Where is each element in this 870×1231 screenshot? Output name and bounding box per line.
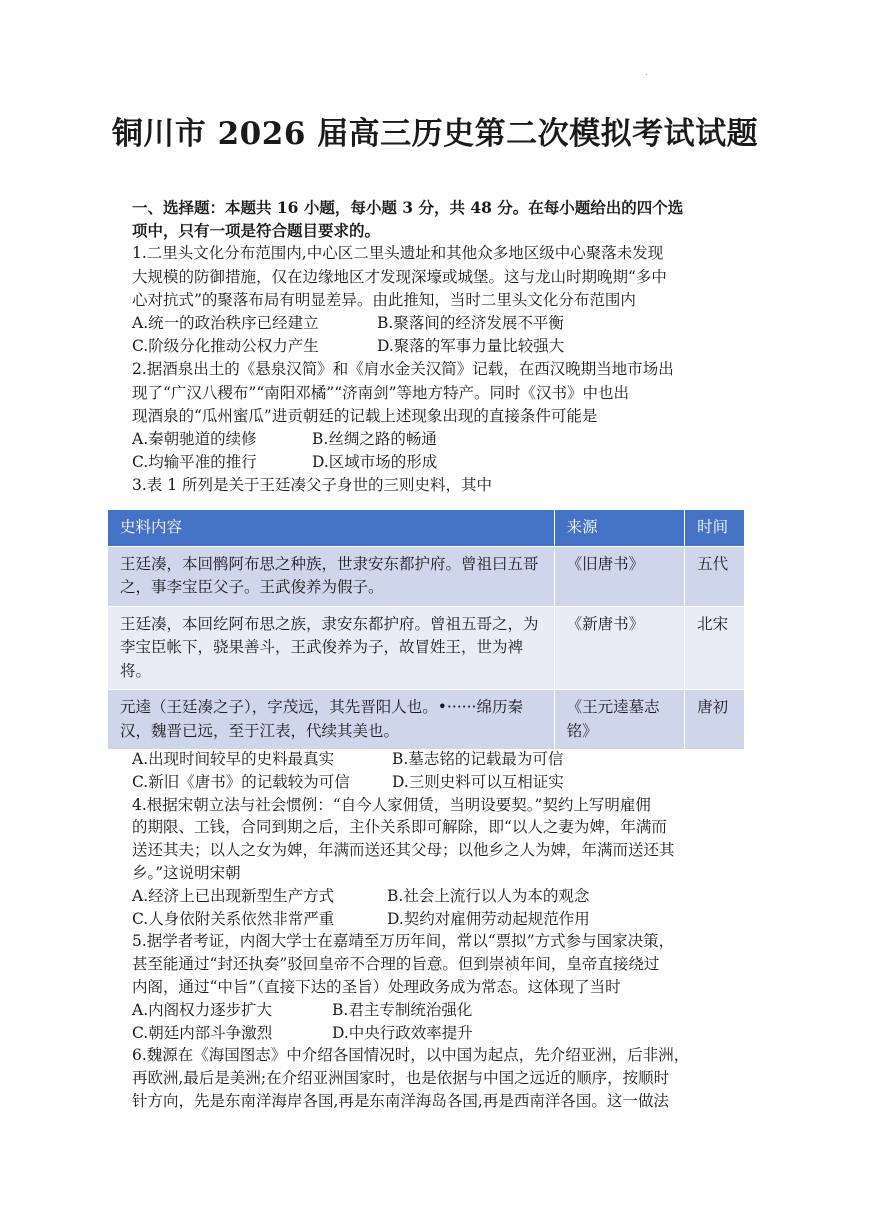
q1-option-d: D.聚落的军事力量比较强大 (377, 337, 565, 356)
q2-option-c: C.均输平准的推行 (132, 453, 257, 472)
table-header-row (108, 510, 745, 546)
q1-option-a: A.统一的政治秩序已经建立 (132, 314, 319, 333)
q5-stem-line3: 内阁，通过“中旨”（直接下达的圣旨）处理政务成为常态。这体现了当时 (132, 977, 621, 996)
q4-stem-line3: 送还其夫；以人之女为婢，年满而送还其父母；以他乡之人为婢，年满而送还其 (132, 841, 675, 860)
q1-option-b: B.聚落间的经济发展不平衡 (377, 314, 564, 333)
q5-option-a: A.内阁权力逐步扩大 (132, 1000, 273, 1019)
q1-stem-line2: 大规模的防御措施，仅在边缘地区才发现深壕或城堡。这与龙山时期晚期“多中 (132, 267, 667, 286)
table-cell-source: 《王元逵墓志铭》 (554, 690, 685, 750)
q2-option-a: A.秦朝驰道的续修 (132, 430, 257, 449)
q3-options-row1 (132, 748, 752, 771)
q3-option-d: D.三则史料可以互相证实 (392, 772, 564, 791)
q5-stem-line1: 5.据学者考证，内阁大学士在嘉靖至万历年间，常以“票拟”方式参与国家决策， (132, 932, 675, 951)
table-cell-time: 五代 (685, 546, 745, 606)
table-header-content: 史料内容 (108, 510, 554, 546)
q4-option-b: B.社会上流行以人为本的观念 (387, 886, 590, 905)
q1-options-row1 (132, 312, 752, 335)
q2-options-row2 (132, 451, 752, 474)
table-cell-content: 元逵（王廷凑之子），字茂远，其先晋阳人也。•······绵历秦汉，魏晋已远，至于江表，代续其美也。 (108, 690, 554, 750)
q5-stem-line2: 甚至能通过“封还执奏”驳回皇帝不合理的旨意。但到崇祯年间，皇帝直接绕过 (132, 955, 660, 974)
q4-stem-line2: 的期限、工钱，合同到期之后，主仆关系即可解除，即“以人之妻为婢，年满而 (132, 818, 667, 837)
q6-stem-line2: 再欧洲,最后是美洲;在介绍亚洲国家时，也是依据与中国之远近的顺序，按顺时 (132, 1069, 670, 1088)
table-header-time: 时间 (685, 510, 745, 546)
q3-stem: 3.表 1 所列是关于王廷凑父子身世的三则史料，其中 (132, 476, 493, 495)
table-header-source: 来源 (554, 510, 685, 546)
q2-options-row1 (132, 428, 752, 451)
q2-stem-line2: 现了“广汉八稷布”“南阳邓橘”“济南剑”等地方特产。同时《汉书》中也出 (132, 383, 630, 402)
q5-options-row2 (132, 1022, 752, 1045)
source-table (108, 510, 745, 749)
table-cell-content: 王廷凑，本回纥阿布思之族，隶安东都护府。曾祖五哥之，为李宝臣帐下，骁果善斗，王武俊养为子，故冒姓王，世为裨将。 (108, 606, 554, 690)
table-cell-source: 《新唐书》 (554, 606, 685, 690)
q3-option-b: B.墓志铭的记载最为可信 (392, 750, 564, 768)
q4-stem-line4: 乡。”这说明宋朝 (132, 863, 241, 882)
q4-options-row1 (132, 885, 752, 908)
q5-option-c: C.朝廷内部斗争激烈 (132, 1023, 273, 1042)
table-cell-time: 北宋 (685, 606, 745, 690)
q2-option-b: B.丝绸之路的畅通 (312, 430, 437, 449)
q4-option-a: A.经济上已出现新型生产方式 (132, 886, 335, 905)
q5-option-d: D.中央行政效率提升 (332, 1023, 473, 1042)
q2-option-d: D.区域市场的形成 (312, 453, 438, 472)
page-title: 铜川市 2026 届高三历史第二次模拟考试试题 (111, 116, 759, 152)
table-cell-source: 《旧唐书》 (554, 546, 685, 606)
table-cell-content: 王廷凑，本回鹘阿布思之种族，世隶安东都护府。曾祖曰五哥之，事李宝臣父子。王武俊养为假子。 (108, 546, 554, 606)
table-row (108, 546, 745, 606)
table-row (108, 690, 745, 750)
q4-option-d: D.契约对雇佣劳动起规范作用 (387, 909, 590, 928)
q3-option-a: A.出现时间较早的史料最真实 (132, 750, 335, 768)
table-cell-time: 唐初 (685, 690, 745, 750)
questions-part1 (132, 196, 752, 498)
table-row (108, 606, 745, 690)
q2-stem-line3: 现酒泉的“瓜州蜜瓜”进贡朝廷的记载上述现象出现的直接条件可能是 (132, 406, 598, 425)
questions-part2 (132, 748, 752, 1113)
q1-option-c: C.阶级分化推动公权力产生 (132, 337, 319, 356)
section-heading-line2: 项中，只有一项是符合题目要求的。 (132, 221, 381, 241)
q1-stem-line3: 心对抗式”的聚落布局有明显差异。由此推知，当时二里头文化分布范围内 (132, 290, 636, 309)
q3-option-c: C.新旧《唐书》的记载较为可信 (132, 772, 350, 791)
q1-options-row2 (132, 335, 752, 358)
q6-stem-line1: 6.魏源在《海国图志》中介绍各国情况时，以中国为起点，先介绍亚洲，后非洲， (132, 1046, 690, 1065)
q4-options-row2 (132, 908, 752, 931)
q4-stem-line1: 4.根据宋朝立法与社会惯例：“自今人家佣赁，当明设要契。”契约上写明雇佣 (132, 795, 651, 814)
q5-option-b: B.君主专制统治强化 (332, 1000, 473, 1019)
q6-stem-line3: 针方向，先是东南洋海岸各国,再是东南洋海岛各国,再是西南洋各国。这一做法 (132, 1091, 669, 1110)
q4-option-c: C.人身依附关系依然非常严重 (132, 909, 335, 928)
q5-options-row1 (132, 999, 752, 1022)
q1-stem-line1: 1.二里头文化分布范围内,中心区二里头遗址和其他众多地区级中心聚落未发现 (132, 244, 664, 263)
scan-speck (646, 74, 647, 75)
q3-options-row2 (132, 771, 752, 794)
q2-stem-line1: 2.据酒泉出土的《悬泉汉简》和《肩水金关汉简》记载，在西汉晚期当地市场出 (132, 360, 674, 379)
section-heading-line1: 一、选择题：本题共 16 小题，每小题 3 分，共 48 分。在每小题给出的四个选 (132, 198, 684, 217)
